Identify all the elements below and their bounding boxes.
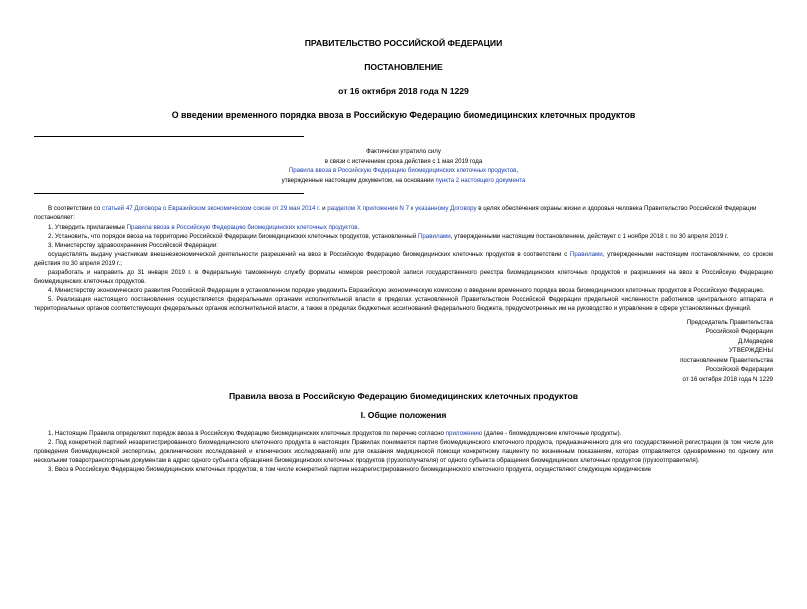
- item-4: 4. Министерству экономического развития Российской Федерации в установленном порядке уведомить Евразийскую экономическую комиссию о введении временного порядка ввоза биомедицинских клеточных продуктов в Российскую Федерацию.: [48, 287, 765, 295]
- government-name: ПРАВИТЕЛЬСТВО РОССИЙСКОЙ ФЕДЕРАЦИИ: [304, 38, 503, 48]
- rules-paragraph-3: 3. Ввоз в Российскую Федерацию биомедицинских клеточных продуктов, в том числе конкретной партии незарегистрированного биомедицинского клеточного продукта, осуществляют следующие юридические: [48, 466, 652, 474]
- rules-body: [34, 429, 773, 475]
- section-general-provisions: I. Общие положения: [360, 409, 447, 420]
- document-date: от 16 октября 2018 года N 1229: [338, 86, 469, 96]
- status-note-line1: Фактически утратило силу: [366, 148, 441, 155]
- approval-line2: Российской Федерации: [705, 366, 773, 374]
- signature-block: [34, 318, 773, 385]
- decree-word: постановляет:: [34, 214, 75, 222]
- status-note-line3: Правила ввоза в Российскую Федерацию биомедицинских клеточных продуктов,: [288, 167, 519, 175]
- document-title: О введении временного порядка ввоза в Российскую Федерацию биомедицинских клеточных продуктов: [171, 110, 636, 120]
- document-page: [0, 38, 807, 609]
- status-note-line4: утвержденные настоящим документом, на основании пункта 2 настоящего документа: [281, 176, 526, 184]
- status-note-line2: в связи с истечением срока действия с 1 мая 2019 года: [324, 157, 483, 165]
- divider-bottom: [34, 193, 304, 194]
- divider-top: [34, 136, 304, 137]
- document-type: ПОСТАНОВЛЕНИЕ: [364, 62, 443, 72]
- treaty-annex-link[interactable]: разделом X приложения N 7 к указанному Договору: [327, 205, 477, 213]
- decree-body: [34, 204, 773, 313]
- rules-link-3[interactable]: Правилами: [569, 250, 603, 258]
- item-1: 1. Утвердить прилагаемые Правила ввоза в Российскую Федерацию биомедицинских клеточных продуктов.: [48, 223, 360, 231]
- rules-paragraph-2: 2. Под конкретной партией незарегистрированного биомедицинского клеточного продукта в настоящих Правилах понимается партия биомедицинского клеточного продукта, предназначенного для его государственной регистрации (в том числе для проведения биомедицинской экспертизы, доклинических исследований и клинических исследований) или для оказания медицинской помощи конкретному пациенту по жизненным показаниям, которая отправляется одновременно по одному или нескольким товаротранспортным документам в адрес одного субъекта обращения биомедицинских клеточных продуктов (грузополучателя) от одного субъекта обращения биомедицинских клеточных продуктов (грузоотправителя).: [34, 438, 773, 465]
- intro-paragraph: В соответствии со статьей 47 Договора о Евразийском экономическом союзе от 29 мая 2014 г. и разделом X приложения N 7 к указанному Договору в целях обеспечения охраны жизни и здоровья человека Правительство Российской Федерации: [48, 205, 757, 213]
- rules-paragraph-1: 1. Настоящие Правила определяют порядок ввоза в Российскую Федерацию биомедицинских клеточных продуктов по перечню согласно приложению (далее - биомедицинские клеточные продукты).: [48, 429, 622, 437]
- appendix-link[interactable]: приложению: [445, 429, 483, 437]
- rules-link[interactable]: Правила ввоза в Российскую Федерацию биомедицинских клеточных продуктов: [288, 167, 517, 175]
- approval-stamp: УТВЕРЖДЕНЫ: [729, 347, 773, 355]
- item-2: 2. Установить, что порядок ввоза на территорию Российской Федерации биомедицинских клеточных продуктов, установленный Правилами, утвержденными настоящим постановлением, действует с 1 ноября 2018 г. по 30 апреля 2019 г.: [48, 232, 729, 240]
- treaty-article-link[interactable]: статьей 47 Договора о Евразийском экономическом союзе от 29 мая 2014 г.: [101, 205, 321, 213]
- approved-rules-link[interactable]: Правила ввоза в Российскую Федерацию биомедицинских клеточных продуктов: [126, 223, 358, 231]
- approval-line1: постановлением Правительства: [680, 356, 773, 364]
- rules-link-2[interactable]: Правилами: [417, 232, 451, 240]
- signature-name: Д.Медведев: [738, 337, 773, 345]
- item-3a: осуществлять выдачу участникам внешнеэкономической деятельности разрешений на ввоз в Российскую Федерацию биомедицинских клеточных продуктов в соответствии с Правилами, утвержденными настоящим постановлением, со сроком действия по 30 апреля 2019 г.;: [34, 250, 773, 267]
- item-3b: разработать и направить до 31 января 2019 г. в Федеральную таможенную службу форматы номеров реестровой записи государственного реестра биомедицинских клеточных продуктов и разрешения на ввоз в Российскую Федерацию биомедицинских клеточных продуктов.: [34, 269, 773, 286]
- rules-title: Правила ввоза в Российскую Федерацию биомедицинских клеточных продуктов: [229, 390, 578, 401]
- status-note: [34, 147, 773, 185]
- clause-2-link[interactable]: пункта 2 настоящего документа: [435, 176, 526, 184]
- approval-date: от 16 октября 2018 года N 1229: [682, 376, 773, 384]
- item-5: 5. Реализация настоящего постановления осуществляется федеральными органами исполнительной власти в пределах установленной Правительством Российской Федерации предельной численности работников центрального аппарата и территориальных органов соответствующих федеральных органов исполнительной власти, а также в пределах бюджетных ассигнований федерального бюджета, предусмотренных им на руководство и управление в сфере установленных функций.: [34, 296, 773, 313]
- item-3: 3. Министерству здравоохранения Российской Федерации:: [48, 241, 218, 249]
- signature-position: Председатель Правительства: [686, 318, 773, 326]
- signature-country: Российской Федерации: [705, 328, 773, 336]
